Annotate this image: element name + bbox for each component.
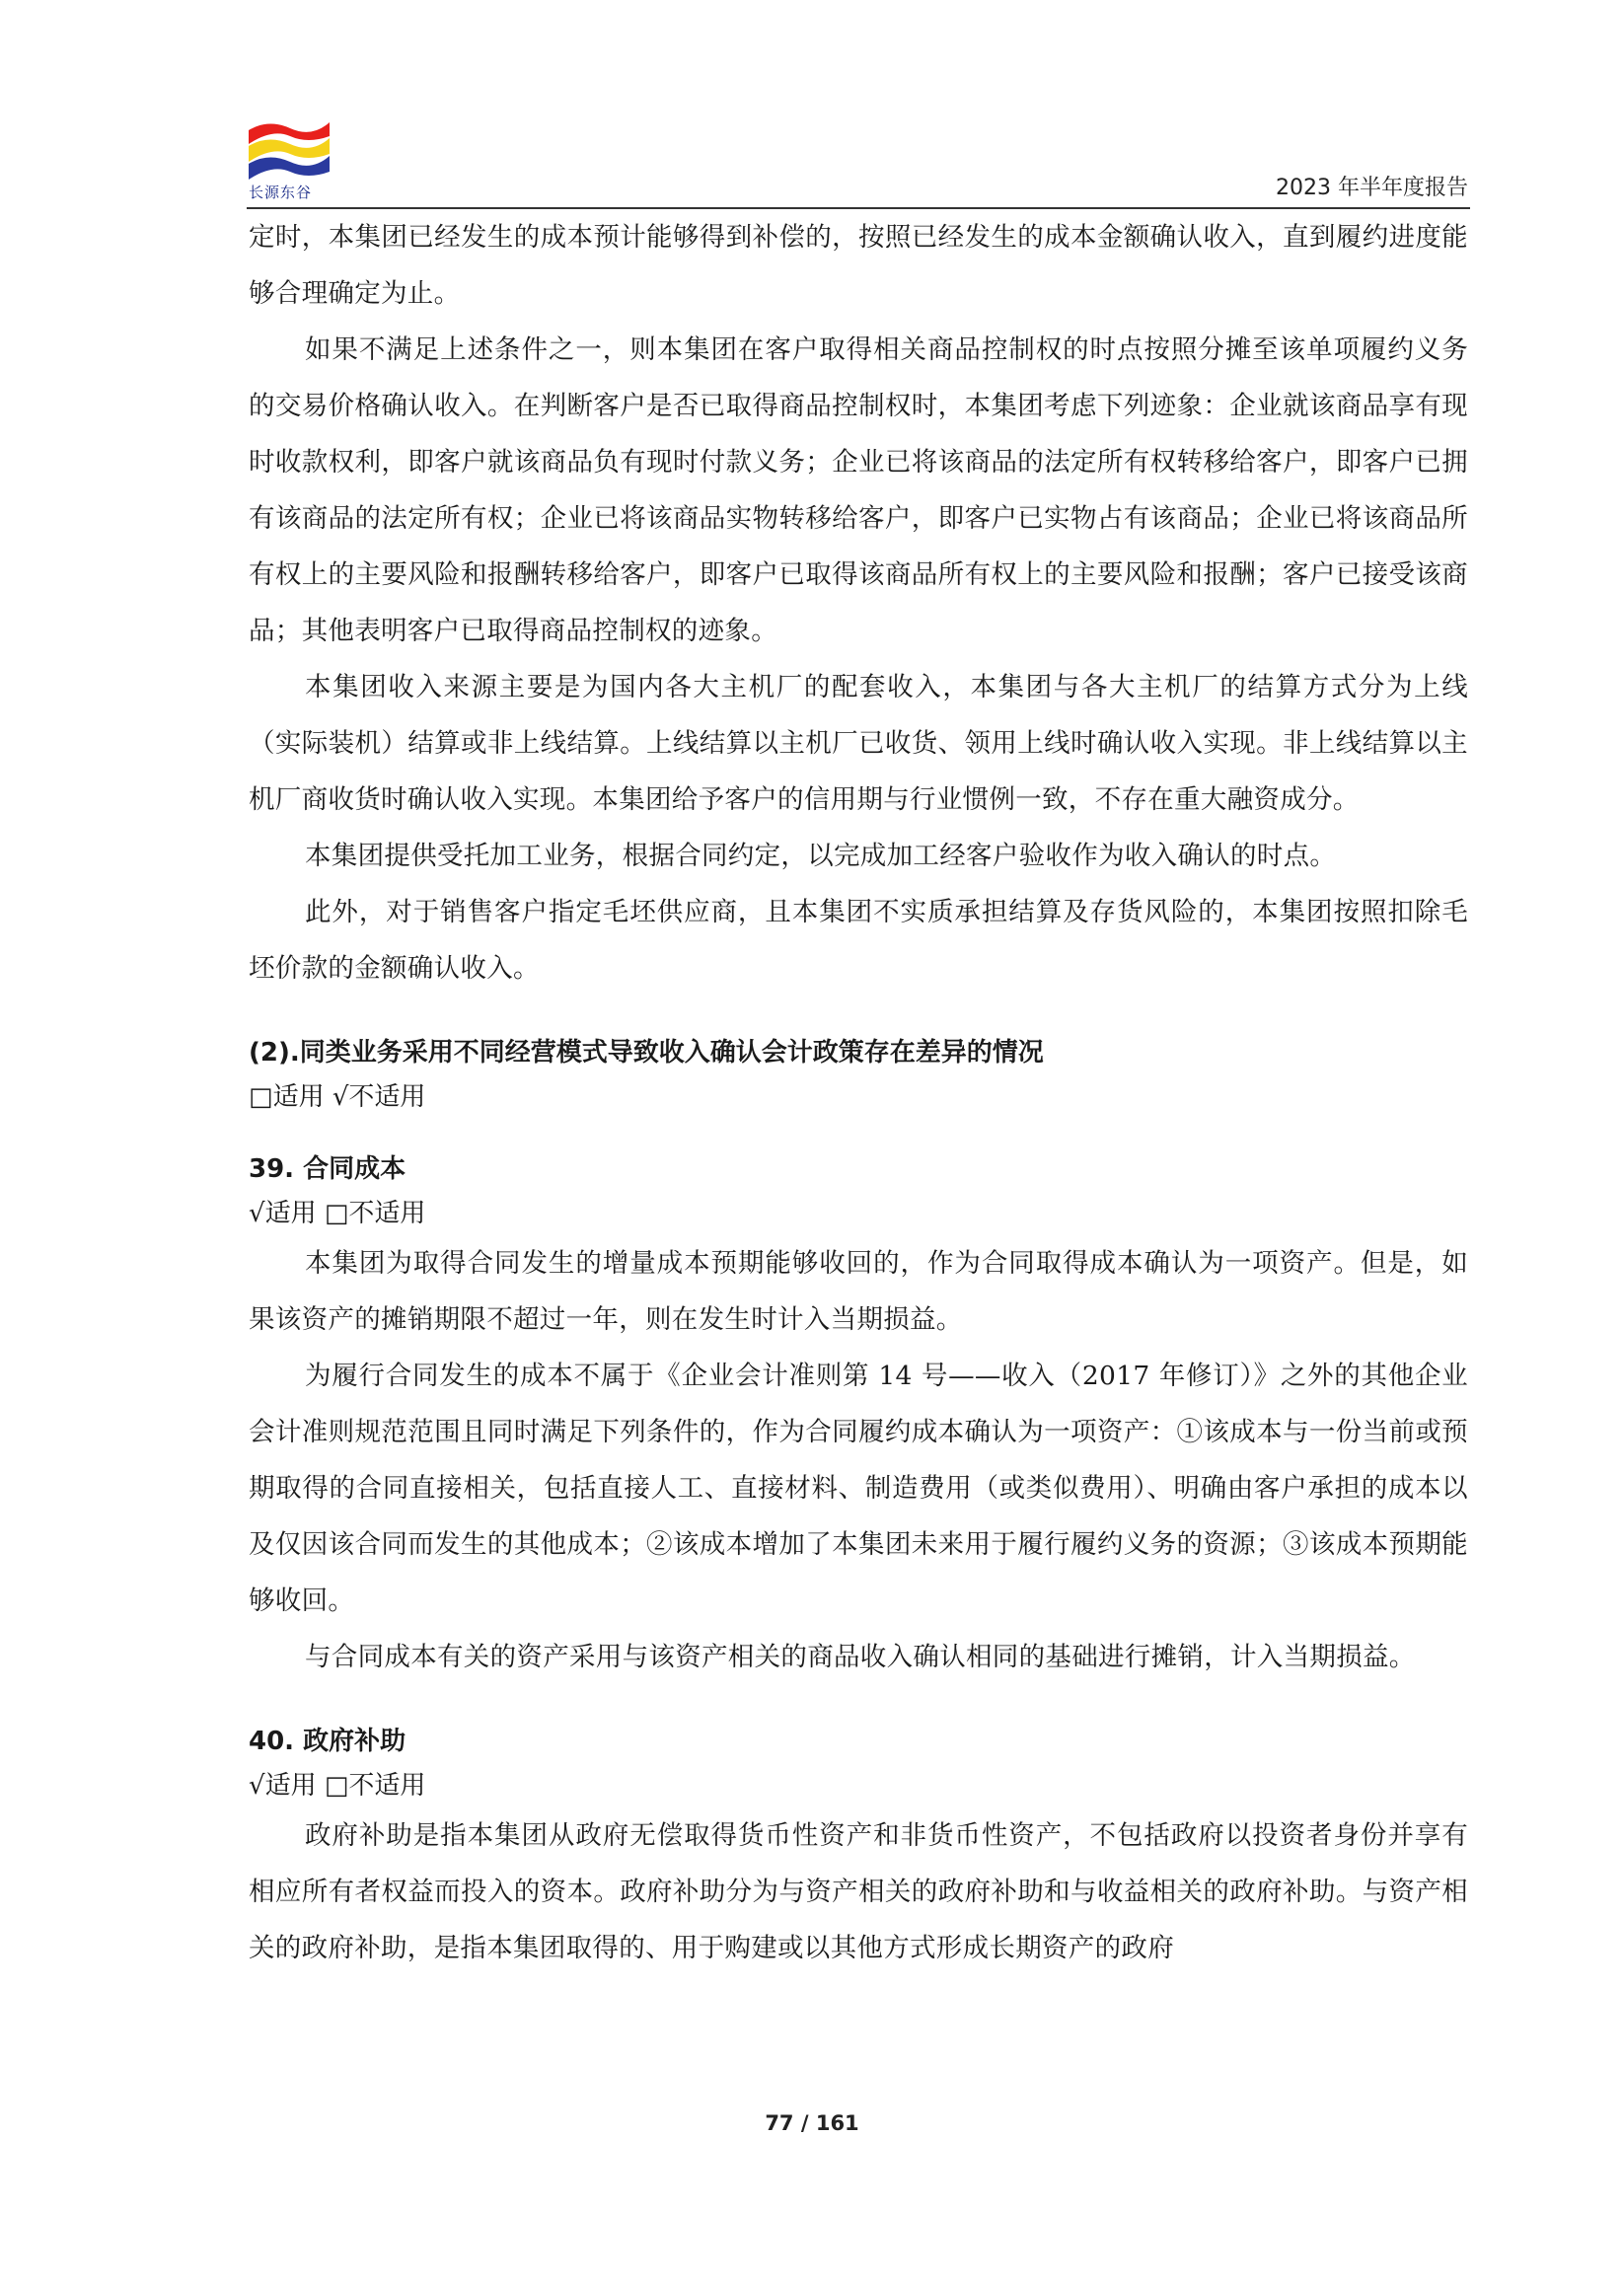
spacer [249,1119,1468,1146]
section-heading-2: (2).同类业务采用不同经营模式导致收入确认会计政策存在差异的情况 [249,1038,1044,1068]
paragraph: 本集团收入来源主要是为国内各大主机厂的配套收入，本集团与各大主机厂的结算方式分为上线（实际装机）结算或非上线结算。上线结算以主机厂已收货、领用上线时确认收入实现。非上线结算以主机厂商收货时确认收入实现。本集团给予客户的信用期与行业惯例一致，不存在重大融资成分。 [249,672,1468,815]
paragraph: 政府补助是指本集团从政府无偿取得货币性资产和非货币性资产，不包括政府以投资者身份并享有相应所有者权益而投入的资本。政府补助分为与资产相关的政府补助和与收益相关的政府补助。与资产相关的政府补助，是指本集团取得的、用于购建或以其他方式形成长期资产的政府 [249,1820,1468,1963]
page-content [249,209,1468,1976]
page-number: 77 / 161 [765,2111,859,2135]
spacer [249,1685,1468,1719]
section-heading-40: 40. 政府补助 [249,1727,406,1756]
section-heading-39: 39. 合同成本 [249,1154,406,1184]
applicability-39: √适用 □不适用 [249,1199,426,1228]
report-title: 2023 年半年度报告 [1276,176,1468,200]
paragraph: 本集团提供受托加工业务，根据合同约定，以完成加工经客户验收作为收入确认的时点。 [305,841,1337,871]
paragraph: 如果不满足上述条件之一，则本集团在客户取得相关商品控制权的时点按照分摊至该单项履约义务的交易价格确认收入。在判断客户是否已取得商品控制权时，本集团考虑下列迹象：企业就该商品享有现时收款权利，即客户就该商品负有现时付款义务；企业已将该商品的法定所有权转移给客户，即客户已拥有该商品的法定所有权；企业已将该商品实物转移给客户，即客户已实物占有该商品；企业已将该商品所有权上的主要风险和报酬转移给客户，即客户已取得该商品所有权上的主要风险和报酬；客户已接受该商品；其他表明客户已取得商品控制权的迹象。 [249,334,1468,646]
logo-text: 长源东谷 [249,184,313,201]
applicability-40: √适用 □不适用 [249,1771,426,1801]
applicability-2: □适用 √不适用 [249,1082,426,1112]
spacer [249,996,1468,1030]
paragraph-continued: 定时，本集团已经发生的成本预计能够得到补偿的，按照已经发生的成本金额确认收入，直到履约进度能够合理确定为止。 [249,222,1468,309]
paragraph: 本集团为取得合同发生的增量成本预期能够收回的，作为合同取得成本确认为一项资产。但是，如果该资产的摊销期限不超过一年，则在发生时计入当期损益。 [249,1248,1468,1335]
page-header [247,116,1470,209]
paragraph: 此外，对于销售客户指定毛坯供应商，且本集团不实质承担结算及存货风险的，本集团按照扣除毛坯价款的金额确认收入。 [249,897,1468,984]
paragraph: 与合同成本有关的资产采用与该资产相关的商品收入确认相同的基础进行摊销，计入当期损益。 [305,1642,1416,1672]
paragraph: 为履行合同发生的成本不属于《企业会计准则第 14 号——收入（2017 年修订）》之外的其他企业会计准则规范范围且同时满足下列条件的，作为合同履约成本确认为一项资产：①该成本与一份当前或预期取得的合同直接相关，包括直接人工、直接材料、制造费用（或类似费用）、明确由客户承担的成本以及仅因该合同而发生的其他成本；②该成本增加了本集团未来用于履行履约义务的资源；③该成本预期能够收回。 [249,1361,1468,1616]
